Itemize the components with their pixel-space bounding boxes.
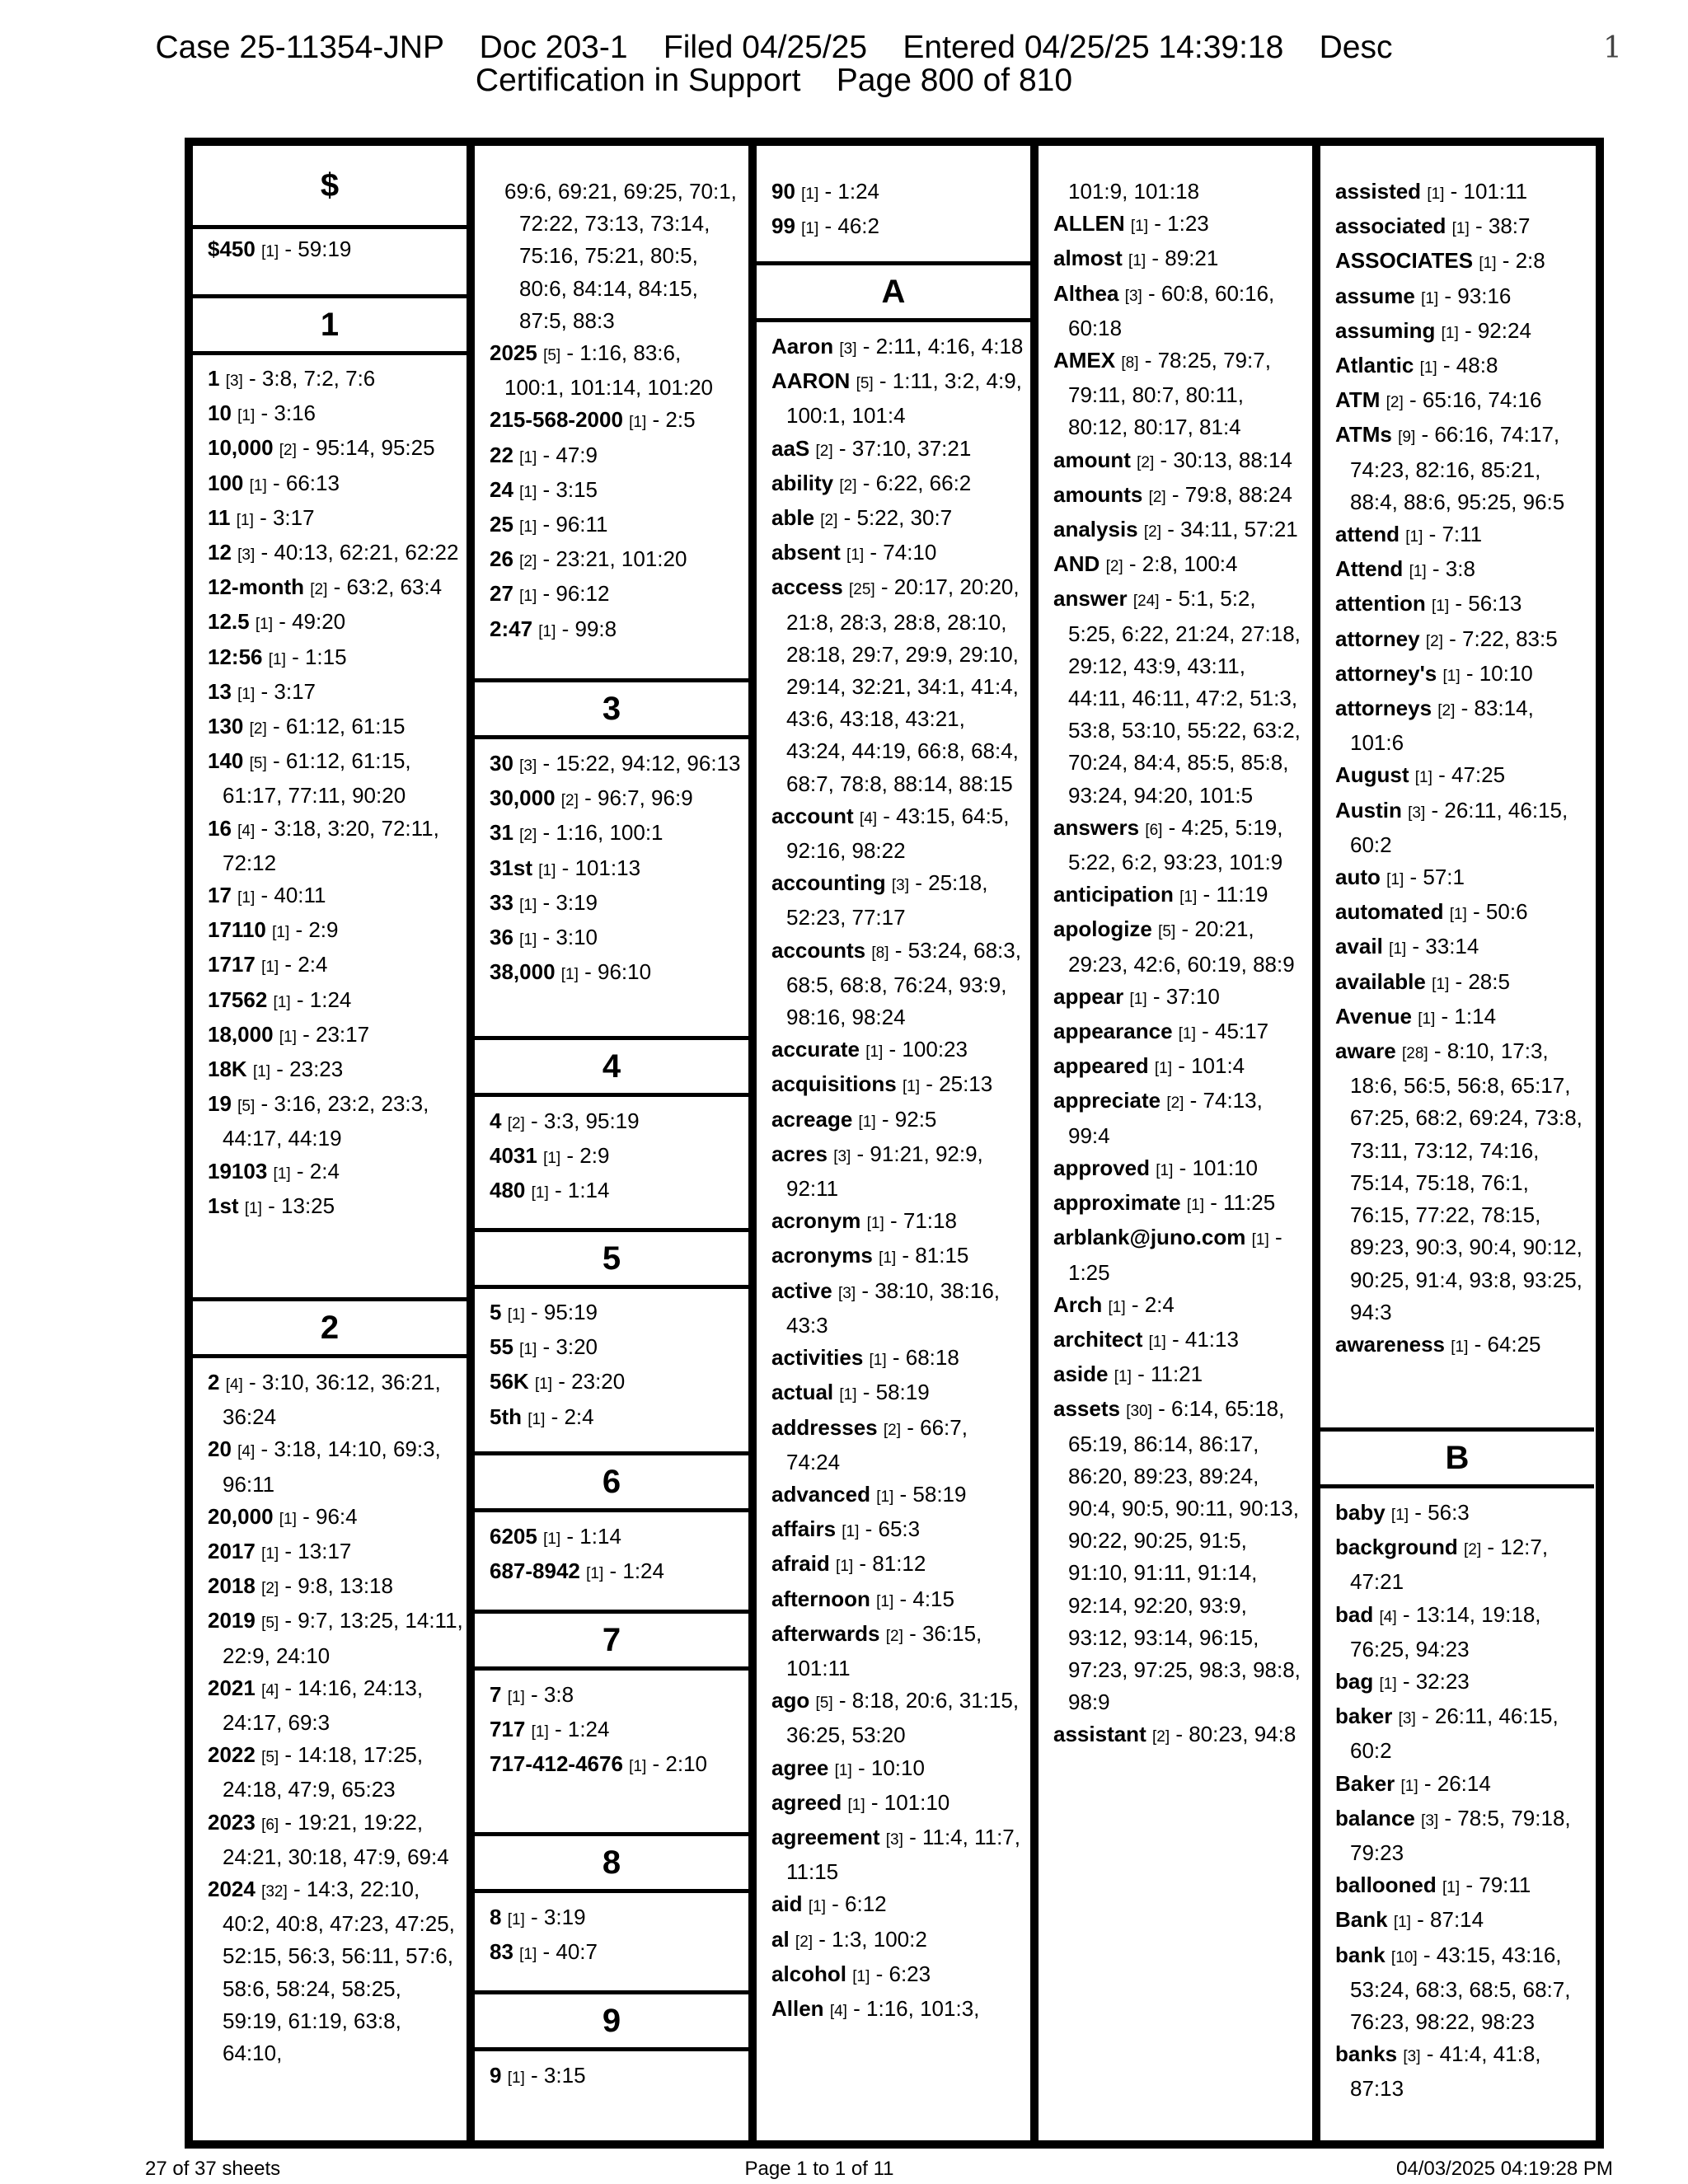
index-entry: al [2] - 1:3, 100:2 — [771, 1926, 927, 1952]
index-entry: banks [3] - 41:4, 41:8, 87:13 — [1335, 2041, 1541, 2102]
index-entry: 17110 [1] - 2:9 — [208, 917, 339, 943]
index-entry: 2018 [2] - 9:8, 13:18 — [208, 1573, 393, 1599]
index-entry: afraid [1] - 81:12 — [771, 1551, 926, 1577]
index-entry: Avenue [1] - 1:14 — [1335, 1003, 1497, 1029]
index-entry: 22 [1] - 47:9 — [490, 442, 598, 467]
index-entry: analysis [2] - 34:11, 57:21 — [1053, 517, 1298, 542]
index-entry: 100 [1] - 66:13 — [208, 470, 340, 495]
page-number: 1 — [1603, 31, 1622, 65]
index-entry: 25 [1] - 96:11 — [490, 512, 608, 537]
index-column-5 — [1320, 146, 1594, 2140]
index-entry: Attend [1] - 3:8 — [1335, 556, 1475, 582]
index-entry: 20,000 [1] - 96:4 — [208, 1503, 358, 1529]
index-entry: 16 [4] - 3:18, 3:20, 72:11, 72:12 — [208, 815, 439, 875]
index-entry: acreage [1] - 92:5 — [771, 1106, 937, 1132]
section-heading-2: 2 — [193, 1297, 467, 1358]
index-entry: 55 [1] - 3:20 — [490, 1334, 598, 1360]
index-entry: anticipation [1] - 11:19 — [1053, 882, 1268, 907]
index-entry: absent [1] - 74:10 — [771, 540, 937, 565]
index-entry: aware [28] - 8:10, 17:3, 18:6, 56:5, 56:8, 65:17, 67:25, 68:2, 69:24, 73:8, 73:11, 73:12, 74:16, 75:14, 75:18, 76:1, 76:15, 77:22, 78:15, 89:23, 90:3, 90:4, 90:12, 90:25, 91:4, 93:8, 93:25, 94:3 — [1335, 1038, 1582, 1324]
index-entry: 1717 [1] - 2:4 — [208, 952, 328, 977]
index-entry: 5 [1] - 95:19 — [490, 1300, 598, 1324]
index-entry: 13 [1] - 3:17 — [208, 678, 316, 704]
index-entry: 4031 [1] - 2:9 — [490, 1143, 610, 1169]
index-entry: assets [30] - 6:14, 65:18, 65:19, 86:14, 86:17, 86:20, 89:23, 89:24, 90:4, 90:5, 90:11, 90:13, 90:22, 90:25, 91:5, 91:10, 91:11, 91:14, 92:14, 92:20, 93:9, 93:12, 93:14, 96:15, 97:23, 97:25, 98:3, 98:8, 98:9 — [1053, 1396, 1301, 1715]
index-entry: 2021 [4] - 14:16, 24:13, 24:17, 69:3 — [208, 1675, 424, 1736]
index-entry: 11 [1] - 3:17 — [208, 504, 315, 530]
index-entry: 6205 [1] - 1:14 — [490, 1524, 621, 1549]
index-entry: 27 [1] - 96:12 — [490, 581, 610, 607]
index-entry: Bank [1] - 87:14 — [1335, 1907, 1484, 1933]
index-entry: 30,000 [2] - 96:7, 96:9 — [490, 785, 693, 811]
section-entries — [475, 176, 748, 648]
index-entry: attorneys [2] - 83:14, 101:6 — [1335, 696, 1534, 756]
index-entry: account [4] - 43:15, 64:5, 92:16, 98:22 — [771, 803, 1010, 864]
index-entry: automated [1] - 50:6 — [1335, 899, 1528, 925]
index-entry: 18K [1] - 23:23 — [208, 1057, 344, 1082]
case-caption-line2: Certification in Support Page 800 of 810 — [475, 63, 1073, 98]
section-entries — [1320, 176, 1594, 1363]
index-entry: 687-8942 [1] - 1:24 — [490, 1558, 664, 1584]
index-entry: associated [1] - 38:7 — [1335, 213, 1531, 239]
index-entry: approved [1] - 101:10 — [1053, 1155, 1259, 1180]
index-entry: background [2] - 12:7, 47:21 — [1335, 1535, 1549, 1595]
index-entry: 26 [2] - 23:21, 101:20 — [490, 546, 687, 572]
index-entry: ability [2] - 6:22, 66:2 — [771, 470, 972, 495]
sheet-count: 27 of 37 sheets — [145, 2158, 281, 2180]
index-entry: actual [1] - 58:19 — [771, 1380, 930, 1405]
index-entry: baker [3] - 26:11, 46:15, 60:2 — [1335, 1704, 1559, 1764]
index-entry: 101:9, 101:18 — [1068, 179, 1200, 204]
index-entry: answers [6] - 4:25, 5:19, 5:22, 6:2, 93:23, 101:9 — [1053, 814, 1283, 875]
index-entry: acronym [1] - 71:18 — [771, 1208, 957, 1234]
index-entry: 2019 [5] - 9:7, 13:25, 14:11, 22:9, 24:10 — [208, 1608, 463, 1668]
section-entries — [193, 1366, 467, 2069]
column-divider — [748, 146, 757, 2140]
word-index-frame — [185, 138, 1604, 2149]
index-entry: 140 [5] - 61:12, 61:15, 61:17, 77:11, 90:20 — [208, 748, 411, 808]
index-entry: available [1] - 28:5 — [1335, 968, 1510, 994]
index-entry: 31 [2] - 1:16, 100:1 — [490, 820, 663, 846]
index-entry: architect [1] - 41:13 — [1053, 1326, 1239, 1352]
section-heading-8: 8 — [475, 1832, 748, 1893]
column-divider — [467, 146, 475, 2140]
index-entry: 1 [3] - 3:8, 7:2, 7:6 — [208, 366, 376, 391]
index-entry: ASSOCIATES [1] - 2:8 — [1335, 248, 1545, 274]
index-entry: accounting [3] - 25:18, 52:23, 77:17 — [771, 870, 988, 930]
index-entry: attention [1] - 56:13 — [1335, 591, 1522, 616]
index-entry: 2 [4] - 3:10, 36:12, 36:21, 36:24 — [208, 1370, 441, 1430]
index-entry: 12:56 [1] - 1:15 — [208, 644, 347, 669]
index-entry: auto [1] - 57:1 — [1335, 865, 1465, 890]
index-entry: 99 [1] - 46:2 — [771, 213, 879, 239]
index-entry: 717-412-4676 [1] - 2:10 — [490, 1751, 707, 1777]
section-heading-6: 6 — [475, 1451, 748, 1512]
section-heading-5: 5 — [475, 1228, 748, 1289]
index-entry: assume [1] - 93:16 — [1335, 283, 1512, 308]
index-entry: 17562 [1] - 1:24 — [208, 987, 352, 1012]
index-entry: bag [1] - 32:23 — [1335, 1669, 1470, 1694]
index-entry: ATM [2] - 65:16, 74:16 — [1335, 387, 1542, 413]
section-heading-a: A — [757, 261, 1030, 322]
index-entry: acres [3] - 91:21, 92:9, 92:11 — [771, 1141, 983, 1202]
section-heading-3: 3 — [475, 678, 748, 739]
index-column-2 — [475, 146, 748, 2140]
index-entry: AND [2] - 2:8, 100:4 — [1053, 551, 1238, 577]
index-entry: alcohol [1] - 6:23 — [771, 1961, 931, 1986]
index-entry: acquisitions [1] - 25:13 — [771, 1071, 993, 1097]
index-entry: 18,000 [1] - 23:17 — [208, 1021, 370, 1047]
index-entry: 69:6, 69:21, 69:25, 70:1, 72:22, 73:13, 73:14, 75:16, 75:21, 80:5, 80:6, 84:14, 84:15, 87:5, 88:3 — [504, 179, 737, 333]
index-entry: appear [1] - 37:10 — [1053, 983, 1220, 1009]
index-entry: appearance [1] - 45:17 — [1053, 1019, 1269, 1044]
index-entry: 8 [1] - 3:19 — [490, 1905, 586, 1929]
index-entry: 480 [1] - 1:14 — [490, 1178, 610, 1203]
index-entry: balance [3] - 78:5, 79:18, 79:23 — [1335, 1805, 1571, 1866]
index-entry: 2023 [6] - 19:21, 19:22, 24:21, 30:18, 47:9, 69:4 — [208, 1809, 449, 1869]
index-column-4 — [1039, 146, 1312, 2140]
index-entry: 215-568-2000 [1] - 2:5 — [490, 407, 696, 433]
index-entry: assistant [2] - 80:23, 94:8 — [1053, 1722, 1296, 1747]
index-entry: ATMs [9] - 66:16, 74:17, 74:23, 82:16, 85:21, 88:4, 88:6, 95:25, 96:5 — [1335, 422, 1565, 514]
index-entry: AMEX [8] - 78:25, 79:7, 79:11, 80:7, 80:11, 80:12, 80:17, 81:4 — [1053, 348, 1271, 440]
index-entry: bad [4] - 13:14, 19:18, 76:25, 94:23 — [1335, 1601, 1541, 1661]
section-heading-dollar: $ — [193, 146, 467, 229]
index-entry: approximate [1] - 11:25 — [1053, 1190, 1276, 1216]
index-entry: 83 [1] - 40:7 — [490, 1939, 598, 1965]
index-entry: 20 [4] - 3:18, 14:10, 69:3, 96:11 — [208, 1436, 441, 1497]
index-entry: Arch [1] - 2:4 — [1053, 1291, 1175, 1317]
index-entry: assuming [1] - 92:24 — [1335, 317, 1531, 343]
index-entry: afternoon [1] - 4:15 — [771, 1586, 954, 1611]
index-entry: 12 [3] - 40:13, 62:21, 62:22 — [208, 540, 459, 565]
index-entry: 2:47 [1] - 99:8 — [490, 616, 617, 641]
index-entry: 19 [5] - 3:16, 23:2, 23:3, 44:17, 44:19 — [208, 1091, 429, 1151]
index-entry: Allen [4] - 1:16, 101:3, — [771, 1995, 980, 2021]
index-entry: 9 [1] - 3:15 — [490, 2063, 586, 2088]
index-entry: 24 [1] - 3:15 — [490, 476, 598, 502]
index-entry: 130 [2] - 61:12, 61:15 — [208, 714, 406, 739]
index-entry: 7 [1] - 3:8 — [490, 1682, 574, 1707]
index-entry: 717 [1] - 1:24 — [490, 1717, 610, 1742]
index-entry: $450 [1] - 59:19 — [208, 237, 352, 261]
index-entry: 12-month [2] - 63:2, 63:4 — [208, 574, 443, 600]
index-entry: agreed [1] - 101:10 — [771, 1789, 950, 1815]
section-heading-1: 1 — [193, 294, 467, 355]
section-entries — [475, 1521, 748, 1590]
section-entries — [475, 1901, 748, 1971]
section-entries — [475, 1105, 748, 1210]
index-entry: 31st [1] - 101:13 — [490, 855, 641, 880]
index-entry: 17 [1] - 40:11 — [208, 883, 326, 908]
index-entry: 2017 [1] - 13:17 — [208, 1539, 352, 1564]
index-entry: Aaron [3] - 2:11, 4:16, 4:18 — [771, 334, 1024, 359]
index-entry: answer [24] - 5:1, 5:2, 5:25, 6:22, 21:24, 27:18, 29:12, 43:9, 43:11, 44:11, 46:11, 47:2, 51:3, 53:8, 53:10, 55:22, 63:2, 70:24, 84:4, 85:5, 85:8, 93:24, 94:20, 101:5 — [1053, 586, 1301, 808]
index-entry: arblank@juno.com [1] - 1:25 — [1053, 1225, 1282, 1285]
index-entry: acronyms [1] - 81:15 — [771, 1243, 969, 1268]
index-entry: AARON [5] - 1:11, 3:2, 4:9, 100:1, 101:4 — [771, 368, 1022, 429]
index-entry: advanced [1] - 58:19 — [771, 1481, 967, 1507]
section-entries — [757, 330, 1030, 2027]
index-entry: addresses [2] - 66:7, 74:24 — [771, 1414, 968, 1474]
index-entry: 56K [1] - 23:20 — [490, 1369, 626, 1394]
index-entry: appreciate [2] - 74:13, 99:4 — [1053, 1088, 1263, 1148]
index-entry: 10,000 [2] - 95:14, 95:25 — [208, 435, 435, 461]
index-entry: 2025 [5] - 1:16, 83:6, 100:1, 101:14, 101:20 — [490, 340, 714, 401]
index-entry: ago [5] - 8:18, 20:6, 31:15, 36:25, 53:20 — [771, 1688, 1020, 1748]
section-heading-4: 4 — [475, 1036, 748, 1097]
section-heading-7: 7 — [475, 1610, 748, 1671]
index-entry: aaS [2] - 37:10, 37:21 — [771, 435, 972, 461]
index-entry: attorney's [1] - 10:10 — [1335, 660, 1533, 686]
index-entry: avail [1] - 33:14 — [1335, 934, 1479, 959]
index-entry: apologize [5] - 20:21, 29:23, 42:6, 60:19, 88:9 — [1053, 916, 1295, 977]
column-divider — [1312, 146, 1320, 2140]
section-entries — [193, 363, 467, 1225]
index-entry: 90 [1] - 1:24 — [771, 179, 879, 204]
index-entry: Baker [1] - 26:14 — [1335, 1770, 1491, 1796]
index-entry: accounts [8] - 53:24, 68:3, 68:5, 68:8, 76:24, 93:9, 98:16, 98:24 — [771, 937, 1021, 1030]
section-entries — [475, 748, 748, 991]
index-entry: agreement [3] - 11:4, 11:7, 11:15 — [771, 1824, 1020, 1885]
print-timestamp: 04/03/2025 04:19:28 PM — [1396, 2158, 1613, 2180]
index-entry: ballooned [1] - 79:11 — [1335, 1872, 1531, 1898]
index-entry: affairs [1] - 65:3 — [771, 1516, 921, 1542]
index-entry: 30 [3] - 15:22, 94:12, 96:13 — [490, 751, 741, 776]
index-entry: ALLEN [1] - 1:23 — [1053, 211, 1209, 237]
index-entry: appeared [1] - 101:4 — [1053, 1053, 1245, 1079]
index-entry: agree [1] - 10:10 — [771, 1755, 925, 1780]
index-entry: aid [1] - 6:12 — [771, 1891, 887, 1917]
index-entry: 19103 [1] - 2:4 — [208, 1158, 340, 1183]
section-heading-b: B — [1320, 1427, 1594, 1488]
section-entries — [757, 176, 1030, 245]
index-entry: access [25] - 20:17, 20:20, 21:8, 28:3, 28:8, 28:10, 28:18, 29:7, 29:9, 29:10, 29:14, 32:21, 34:1, 41:4, 43:6, 43:18, 43:21, 43:24, 44:19, 66:8, 68:4, 68:7, 78:8, 88:14, 88:15 — [771, 574, 1020, 796]
index-entry: attorney [2] - 7:22, 83:5 — [1335, 626, 1558, 651]
index-entry: 2022 [5] - 14:18, 17:25, 24:18, 47:9, 65:23 — [208, 1742, 424, 1802]
index-entry: 33 [1] - 3:19 — [490, 889, 598, 915]
index-entry: 1st [1] - 13:25 — [208, 1193, 335, 1218]
index-column-3 — [757, 146, 1030, 2140]
section-entries — [475, 1679, 748, 1783]
index-entry: amounts [2] - 79:8, 88:24 — [1053, 481, 1292, 507]
index-entry: assisted [1] - 101:11 — [1335, 179, 1528, 204]
index-entry: Atlantic [1] - 48:8 — [1335, 353, 1498, 378]
index-entry: activities [1] - 68:18 — [771, 1345, 959, 1371]
index-entry: attend [1] - 7:11 — [1335, 522, 1483, 547]
section-entries — [1320, 1497, 1594, 2106]
index-entry: amount [2] - 30:13, 88:14 — [1053, 447, 1292, 472]
index-column-1 — [193, 146, 467, 2140]
index-entry: bank [10] - 43:15, 43:16, 53:24, 68:3, 68:5, 68:7, 76:23, 98:22, 98:23 — [1335, 1942, 1571, 2035]
section-entries — [475, 1296, 748, 1436]
index-entry: afterwards [2] - 36:15, 101:11 — [771, 1620, 982, 1680]
index-entry: baby [1] - 56:3 — [1335, 1500, 1470, 1525]
index-entry: 10 [1] - 3:16 — [208, 401, 316, 426]
index-entry: August [1] - 47:25 — [1335, 762, 1506, 788]
section-entries — [475, 2060, 748, 2094]
index-entry: 38,000 [1] - 96:10 — [490, 959, 652, 985]
index-entry: Austin [3] - 26:11, 46:15, 60:2 — [1335, 797, 1568, 857]
index-entry: accurate [1] - 100:23 — [771, 1037, 968, 1062]
index-entry: active [3] - 38:10, 38:16, 43:3 — [771, 1277, 1000, 1338]
index-entry: 2024 [32] - 14:3, 22:10, 40:2, 40:8, 47:23, 47:25, 52:15, 56:3, 56:11, 57:6, 58:6, 58:24, 58:25, 59:19, 61:19, 63:8, 64:10, — [208, 1877, 455, 2066]
index-entry: awareness [1] - 64:25 — [1335, 1331, 1541, 1357]
section-entries — [193, 233, 467, 268]
case-caption-line1: Case 25-11354-JNP Doc 203-1 Filed 04/25/25 Entered 04/25/25 14:39:18 Desc — [155, 30, 1393, 65]
index-entry: almost [1] - 89:21 — [1053, 246, 1219, 271]
index-entry: Althea [3] - 60:8, 60:16, 60:18 — [1053, 280, 1275, 340]
index-entry: 36 [1] - 3:10 — [490, 925, 598, 950]
index-entry: 12.5 [1] - 49:20 — [208, 609, 346, 635]
index-entry: 5th [1] - 2:4 — [490, 1404, 594, 1429]
column-divider — [1030, 146, 1039, 2140]
section-heading-9: 9 — [475, 1990, 748, 2051]
page-range: Page 1 to 1 of 11 — [744, 2158, 894, 2180]
index-entry: 4 [2] - 3:3, 95:19 — [490, 1108, 640, 1133]
index-entry: able [2] - 5:22, 30:7 — [771, 505, 953, 531]
index-entry: aside [1] - 11:21 — [1053, 1361, 1203, 1387]
section-entries — [1039, 176, 1312, 1754]
